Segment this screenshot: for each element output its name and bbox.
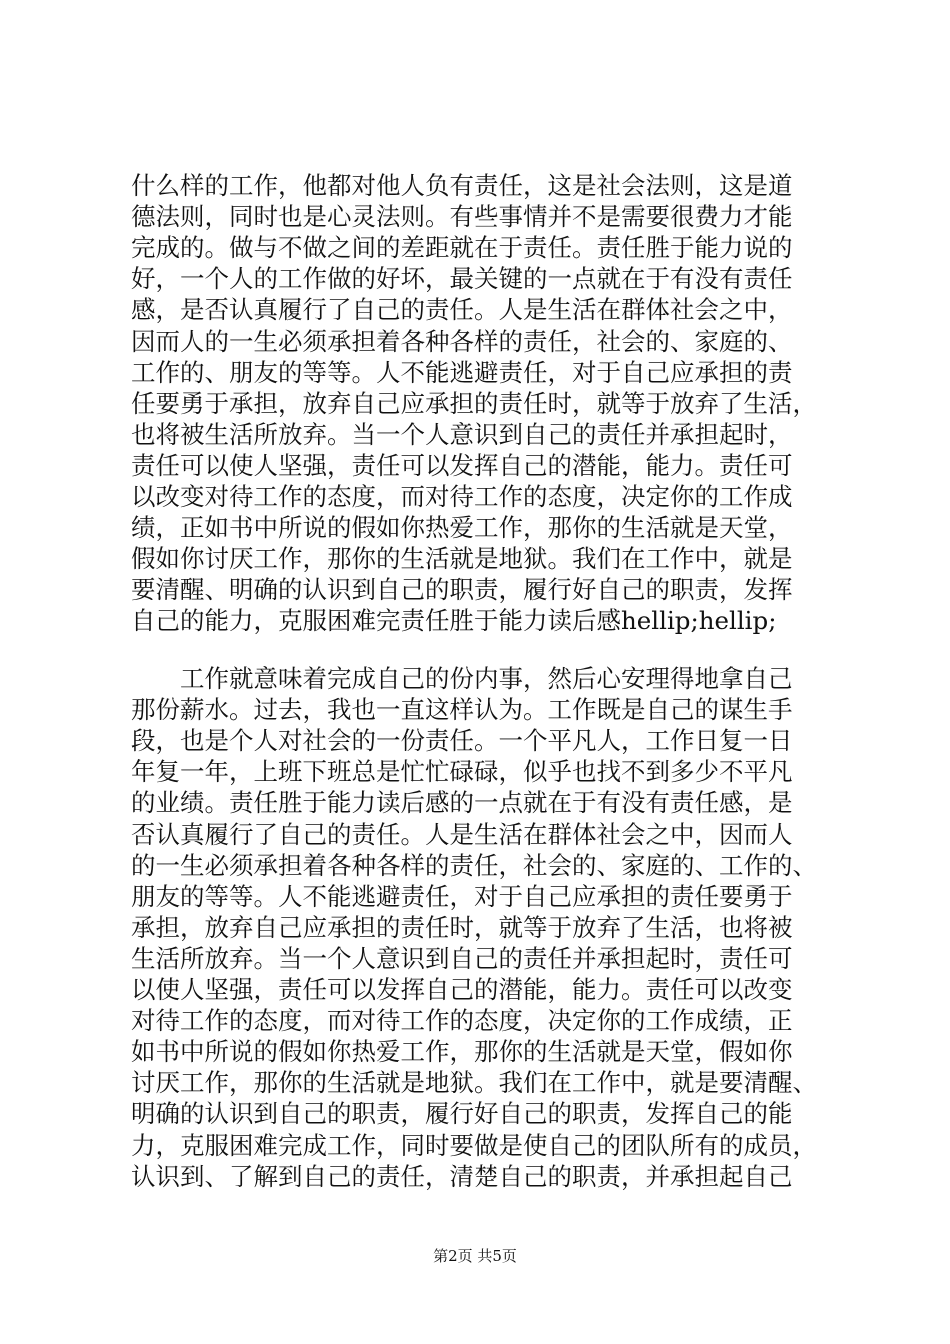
text-line: 责任可以使人坚强，责任可以发挥自己的潜能，能力。责任可 [131,450,793,480]
text-line: 否认真履行了自己的责任。人是生活在群体社会之中，因而人 [131,819,793,849]
text-line: 讨厌工作，那你的生活就是地狱。我们在工作中，就是要清醒、 [131,1068,817,1098]
text-line: 对待工作的态度，而对待工作的态度，决定你的工作成绩，正 [131,1006,793,1036]
text-line: 好，一个人的工作做的好坏，最关键的一点就在于有没有责任 [131,264,793,294]
text-line: 任要勇于承担，放弃自己应承担的责任时，就等于放弃了生活， [131,388,817,418]
text-line: 那份薪水。过去，我也一直这样认为。工作既是自己的谋生手 [131,695,793,725]
text-line: 如书中所说的假如你热爱工作，那你的生活就是天堂，假如你 [131,1037,793,1067]
text-line: 年复一年，上班下班总是忙忙碌碌，似乎也找不到多少不平凡 [131,757,793,787]
text-line: 假如你讨厌工作，那你的生活就是地狱。我们在工作中，就是 [131,544,793,574]
text-line: 工作就意味着完成自己的份内事，然后心安理得地拿自己 [131,664,793,693]
text-line: 段，也是个人对社会的一份责任。一个平凡人，工作日复一日 [131,726,793,756]
text-line: 德法则，同时也是心灵法则。有些事情并不是需要很费力才能 [131,202,793,232]
text-line: 也将被生活所放弃。当一个人意识到自己的责任并承担起时， [131,419,793,449]
text-line: 承担，放弃自己应承担的责任时，就等于放弃了生活，也将被 [131,912,793,942]
text-line: 因而人的一生必须承担着各种各样的责任，社会的、家庭的、 [131,326,793,356]
text-line: 认识到、了解到自己的责任，清楚自己的职责，并承担起自己 [131,1161,793,1191]
text-line: 明确的认识到自己的职责，履行好自己的职责，发挥自己的能 [131,1099,793,1129]
text-line: 生活所放弃。当一个人意识到自己的责任并承担起时，责任可 [131,943,793,973]
text-line: 绩，正如书中所说的假如你热爱工作，那你的生活就是天堂， [131,513,793,543]
text-line: 的业绩。责任胜于能力读后感的一点就在于有没有责任感，是 [131,788,793,818]
text-line: 以改变对待工作的态度，而对待工作的态度，决定你的工作成 [131,482,793,511]
text-line: 工作的、朋友的等等。人不能逃避责任，对于自己应承担的责 [131,357,793,387]
text-line: 力，克服困难完成工作，同时要做是使自己的团队所有的成员， [131,1130,817,1160]
text-line: 感，是否认真履行了自己的责任。人是生活在群体社会之中， [131,295,793,325]
text-line: 自己的能力，克服困难完责任胜于能力读后感hellip;hellip; [131,606,777,636]
text-line: 以使人坚强，责任可以发挥自己的潜能，能力。责任可以改变 [131,975,793,1004]
text-line: 的一生必须承担着各种各样的责任，社会的、家庭的、工作的、 [131,850,817,880]
page-number-footer: 第2页 共5页 [433,1247,517,1265]
text-line: 要清醒、明确的认识到自己的职责，履行好自己的职责，发挥 [131,575,793,605]
text-line: 朋友的等等。人不能逃避责任，对于自己应承担的责任要勇于 [131,881,793,911]
text-line: 什么样的工作，他都对他人负有责任，这是社会法则，这是道 [131,171,793,200]
text-line: 完成的。做与不做之间的差距就在于责任。责任胜于能力说的 [131,233,793,263]
